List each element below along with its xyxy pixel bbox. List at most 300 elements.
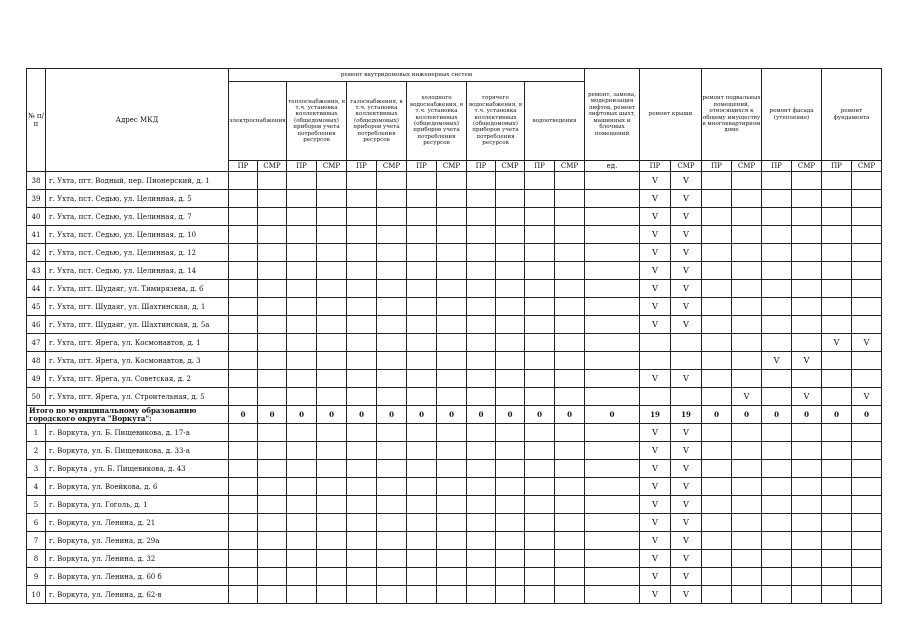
- row-mark-cell: [792, 478, 822, 496]
- row-mark-cell: [822, 280, 852, 298]
- row-mark-cell: [555, 460, 585, 478]
- row-mark-cell: [407, 334, 437, 352]
- row-mark-cell: [287, 424, 317, 442]
- row-mark-cell: [792, 262, 822, 280]
- total-value: 0: [702, 406, 732, 424]
- row-mark-cell: [258, 478, 287, 496]
- row-mark-cell: [525, 334, 555, 352]
- row-mark-cell: [347, 226, 377, 244]
- row-mark-cell: [229, 478, 258, 496]
- row-mark-cell: [792, 316, 822, 334]
- total-value: 0: [762, 406, 792, 424]
- row-mark-cell: [702, 226, 732, 244]
- row-mark-cell: [732, 460, 762, 478]
- row-mark-cell: V: [640, 550, 671, 568]
- row-mark-cell: [467, 208, 496, 226]
- total-value: 0: [555, 406, 585, 424]
- row-mark-cell: [437, 424, 467, 442]
- row-mark-cell: [287, 334, 317, 352]
- row-mark-cell: [437, 262, 467, 280]
- table-row: [27, 190, 882, 208]
- row-mark-cell: [555, 424, 585, 442]
- row-mark-cell: [287, 370, 317, 388]
- total-value: 0: [467, 406, 496, 424]
- row-mark-cell: [702, 568, 732, 586]
- row-mark-cell: V: [640, 172, 671, 190]
- row-mark-cell: [702, 586, 732, 604]
- row-mark-cell: [732, 442, 762, 460]
- row-mark-cell: [317, 244, 347, 262]
- row-number: 3: [27, 460, 46, 478]
- row-mark-cell: V: [671, 370, 702, 388]
- row-mark-cell: [258, 514, 287, 532]
- row-mark-cell: [822, 514, 852, 532]
- row-mark-cell: [732, 190, 762, 208]
- row-mark-cell: [287, 208, 317, 226]
- row-mark-cell: [377, 568, 407, 586]
- row-mark-cell: [467, 316, 496, 334]
- row-mark-cell: [732, 568, 762, 586]
- row-mark-cell: [762, 316, 792, 334]
- row-mark-cell: [437, 568, 467, 586]
- row-mark-cell: [437, 352, 467, 370]
- row-mark-cell: [229, 586, 258, 604]
- table-row: [27, 514, 882, 532]
- row-mark-cell: [407, 424, 437, 442]
- row-mark-cell: [407, 550, 437, 568]
- row-mark-cell: [792, 424, 822, 442]
- row-address: г. Воркута, ул. Ленина, д. 32: [46, 550, 229, 568]
- row-address: г. Ухта, пст. Седью, ул. Целинная, д. 5: [46, 190, 229, 208]
- row-mark-cell: [347, 316, 377, 334]
- row-mark-cell: [317, 460, 347, 478]
- row-mark-cell: [822, 244, 852, 262]
- row-mark-cell: [229, 388, 258, 406]
- row-mark-cell: [496, 424, 525, 442]
- row-mark-cell: [377, 262, 407, 280]
- table-row: [27, 298, 882, 316]
- table-row: [27, 352, 882, 370]
- row-mark-cell: [852, 442, 882, 460]
- row-mark-cell: [407, 442, 437, 460]
- row-mark-cell: V: [640, 568, 671, 586]
- row-mark-cell: [287, 496, 317, 514]
- row-mark-cell: V: [822, 334, 852, 352]
- row-mark-cell: [496, 334, 525, 352]
- row-mark-cell: [496, 514, 525, 532]
- row-mark-cell: [555, 334, 585, 352]
- table-row: [27, 208, 882, 226]
- row-mark-cell: [347, 532, 377, 550]
- row-mark-cell: [852, 550, 882, 568]
- row-mark-cell: [437, 442, 467, 460]
- row-mark-cell: [792, 244, 822, 262]
- row-address: г. Ухта, пст. Седью, ул. Целинная, д. 14: [46, 262, 229, 280]
- row-mark-cell: V: [640, 244, 671, 262]
- row-mark-cell: [347, 172, 377, 190]
- row-mark-cell: [317, 532, 347, 550]
- header-num: № п/п: [27, 69, 46, 172]
- header-heating: теплоснабжения, в т.ч. установка коллективных (общедомовых) приборов учета потребления ресурсов: [287, 82, 347, 161]
- row-mark-cell: [287, 586, 317, 604]
- row-number: 43: [27, 262, 46, 280]
- table-row: [27, 316, 882, 334]
- row-mark-cell: [467, 280, 496, 298]
- row-mark-cell: [377, 442, 407, 460]
- total-label: Итого по муниципальному образованию городского округа "Воркута":: [27, 406, 229, 424]
- row-address: г. Ухта, пгт. Шудаяг, ул. Тимирязева, д. 6: [46, 280, 229, 298]
- row-mark-cell: [317, 478, 347, 496]
- row-mark-cell: [229, 352, 258, 370]
- row-mark-cell: [347, 514, 377, 532]
- row-mark-cell: [525, 514, 555, 532]
- row-number: 5: [27, 496, 46, 514]
- row-mark-cell: [762, 442, 792, 460]
- row-mark-cell: [258, 388, 287, 406]
- row-mark-cell: [467, 262, 496, 280]
- row-mark-cell: [347, 190, 377, 208]
- row-mark-cell: [467, 460, 496, 478]
- row-mark-cell: V: [762, 352, 792, 370]
- row-address: г. Воркута, ул. Б. Пищевикова, д. 17-а: [46, 424, 229, 442]
- total-value: 0: [792, 406, 822, 424]
- row-mark-cell: [437, 280, 467, 298]
- row-mark-cell: [525, 460, 555, 478]
- row-mark-cell: [377, 550, 407, 568]
- row-mark-cell: [407, 280, 437, 298]
- row-mark-cell: [732, 298, 762, 316]
- row-mark-cell: [229, 172, 258, 190]
- row-mark-cell: [467, 532, 496, 550]
- row-mark-cell: [762, 586, 792, 604]
- subheader-pr: ПР: [702, 161, 732, 172]
- row-mark-cell: V: [640, 190, 671, 208]
- row-mark-cell: [317, 568, 347, 586]
- row-mark-cell: [437, 370, 467, 388]
- row-mark-cell: [555, 352, 585, 370]
- subheader-pr: ПР: [762, 161, 792, 172]
- row-mark-cell: [822, 550, 852, 568]
- row-mark-cell: [762, 298, 792, 316]
- row-mark-cell: [229, 334, 258, 352]
- row-mark-cell: [762, 460, 792, 478]
- row-mark-cell: [407, 532, 437, 550]
- header-electricity: электроснабжения: [229, 82, 287, 161]
- row-mark-cell: [467, 586, 496, 604]
- row-mark-cell: [555, 370, 585, 388]
- row-mark-cell: [852, 586, 882, 604]
- row-mark-cell: V: [640, 424, 671, 442]
- row-number: 41: [27, 226, 46, 244]
- row-mark-cell: [317, 298, 347, 316]
- row-mark-cell: [732, 514, 762, 532]
- subheader-smr: СМР: [437, 161, 467, 172]
- row-number: 2: [27, 442, 46, 460]
- row-mark-cell: [852, 244, 882, 262]
- row-number: 42: [27, 244, 46, 262]
- total-value: 0: [317, 406, 347, 424]
- row-mark-cell: [555, 298, 585, 316]
- row-address: г. Ухта, пгт. Ярега, ул. Космонавтов, д. 3: [46, 352, 229, 370]
- row-mark-cell: [852, 280, 882, 298]
- row-mark-cell: V: [640, 586, 671, 604]
- row-mark-cell: [732, 208, 762, 226]
- header-basement: ремонт подвальных помещений, относящихся к общему имуществу в многоквартирном доме: [702, 69, 762, 161]
- row-mark-cell: [496, 208, 525, 226]
- row-mark-cell: [467, 172, 496, 190]
- row-mark-cell: V: [671, 190, 702, 208]
- total-value: 0: [347, 406, 377, 424]
- row-mark-cell: [496, 550, 525, 568]
- row-mark-cell: V: [671, 298, 702, 316]
- row-mark-cell: [555, 586, 585, 604]
- header-elevators: ремонт, замена, модернизация лифтов, ремонт лифтовых шахт, машинных и блочных помещений: [585, 69, 640, 161]
- row-mark-cell: [822, 298, 852, 316]
- row-mark-cell: [229, 532, 258, 550]
- table-row: [27, 478, 882, 496]
- row-mark-cell: [467, 514, 496, 532]
- row-mark-cell: [258, 316, 287, 334]
- row-mark-cell: [852, 208, 882, 226]
- row-mark-cell: [258, 460, 287, 478]
- row-mark-cell: [762, 568, 792, 586]
- row-mark-cell: [822, 208, 852, 226]
- row-mark-cell: [407, 190, 437, 208]
- row-mark-cell: [437, 316, 467, 334]
- row-number: 45: [27, 298, 46, 316]
- subheader-smr: СМР: [258, 161, 287, 172]
- row-mark-cell: [496, 352, 525, 370]
- row-mark-cell: [229, 262, 258, 280]
- row-mark-cell: [671, 388, 702, 406]
- row-number: 39: [27, 190, 46, 208]
- row-mark-cell: [822, 424, 852, 442]
- row-mark-cell: [822, 442, 852, 460]
- row-mark-cell: V: [671, 460, 702, 478]
- row-mark-cell: [467, 424, 496, 442]
- row-mark-cell: [732, 334, 762, 352]
- row-mark-cell: [287, 460, 317, 478]
- row-mark-cell: V: [640, 208, 671, 226]
- row-mark-cell: [762, 388, 792, 406]
- row-mark-cell: [347, 388, 377, 406]
- row-mark-cell: [229, 424, 258, 442]
- row-mark-cell: [287, 550, 317, 568]
- row-mark-cell: [407, 298, 437, 316]
- row-mark-cell: [555, 172, 585, 190]
- row-mark-cell: [437, 496, 467, 514]
- total-value: 0: [407, 406, 437, 424]
- row-mark-cell: [585, 298, 640, 316]
- row-mark-cell: [437, 244, 467, 262]
- row-mark-cell: [347, 370, 377, 388]
- row-mark-cell: [585, 244, 640, 262]
- row-mark-cell: [555, 532, 585, 550]
- row-mark-cell: [792, 226, 822, 244]
- row-mark-cell: V: [640, 442, 671, 460]
- row-mark-cell: [792, 334, 822, 352]
- row-mark-cell: [792, 298, 822, 316]
- subheader-pr: ПР: [822, 161, 852, 172]
- row-mark-cell: [317, 370, 347, 388]
- table-row: [27, 424, 882, 442]
- row-mark-cell: [467, 190, 496, 208]
- row-mark-cell: [762, 478, 792, 496]
- row-mark-cell: [496, 586, 525, 604]
- row-mark-cell: [407, 208, 437, 226]
- row-mark-cell: [702, 316, 732, 334]
- row-mark-cell: [732, 370, 762, 388]
- row-mark-cell: [852, 532, 882, 550]
- total-value: 0: [287, 406, 317, 424]
- row-mark-cell: [437, 460, 467, 478]
- row-mark-cell: [702, 424, 732, 442]
- row-mark-cell: [762, 514, 792, 532]
- row-mark-cell: [555, 226, 585, 244]
- row-mark-cell: [585, 442, 640, 460]
- row-mark-cell: [258, 550, 287, 568]
- row-mark-cell: V: [671, 262, 702, 280]
- row-mark-cell: [287, 388, 317, 406]
- row-mark-cell: [585, 370, 640, 388]
- table-row: [27, 334, 882, 352]
- total-value: 0: [229, 406, 258, 424]
- row-mark-cell: [525, 550, 555, 568]
- row-mark-cell: [377, 388, 407, 406]
- row-mark-cell: [525, 298, 555, 316]
- table-row: [27, 496, 882, 514]
- row-mark-cell: [287, 190, 317, 208]
- row-mark-cell: [287, 298, 317, 316]
- row-mark-cell: [762, 424, 792, 442]
- row-mark-cell: [640, 352, 671, 370]
- row-mark-cell: [585, 550, 640, 568]
- row-mark-cell: [467, 370, 496, 388]
- row-mark-cell: [258, 568, 287, 586]
- row-mark-cell: V: [640, 496, 671, 514]
- row-number: 9: [27, 568, 46, 586]
- row-mark-cell: [377, 496, 407, 514]
- row-mark-cell: [347, 424, 377, 442]
- row-mark-cell: [258, 280, 287, 298]
- row-mark-cell: [702, 460, 732, 478]
- row-mark-cell: [287, 568, 317, 586]
- row-mark-cell: [258, 190, 287, 208]
- row-mark-cell: [467, 226, 496, 244]
- row-mark-cell: [347, 244, 377, 262]
- row-mark-cell: [437, 208, 467, 226]
- row-mark-cell: [258, 586, 287, 604]
- row-mark-cell: V: [671, 424, 702, 442]
- row-mark-cell: [792, 568, 822, 586]
- row-mark-cell: [525, 586, 555, 604]
- row-mark-cell: [585, 460, 640, 478]
- row-mark-cell: V: [640, 514, 671, 532]
- total-value: 19: [671, 406, 702, 424]
- row-mark-cell: [287, 226, 317, 244]
- row-mark-cell: [496, 460, 525, 478]
- row-mark-cell: [377, 334, 407, 352]
- row-mark-cell: V: [671, 226, 702, 244]
- table-row: [27, 460, 882, 478]
- row-mark-cell: [496, 298, 525, 316]
- row-mark-cell: [496, 226, 525, 244]
- row-mark-cell: [792, 442, 822, 460]
- table-row: [27, 280, 882, 298]
- total-value: 0: [496, 406, 525, 424]
- row-mark-cell: [347, 262, 377, 280]
- row-address: г. Ухта, пгт. Ярега, ул. Строительная, д. 5: [46, 388, 229, 406]
- row-mark-cell: V: [640, 226, 671, 244]
- row-mark-cell: [229, 568, 258, 586]
- row-address: г. Ухта, пгт. Ярега, ул. Советская, д. 2: [46, 370, 229, 388]
- row-mark-cell: [437, 226, 467, 244]
- row-mark-cell: [585, 532, 640, 550]
- row-mark-cell: [437, 172, 467, 190]
- row-mark-cell: [822, 568, 852, 586]
- row-mark-cell: [852, 460, 882, 478]
- row-mark-cell: [496, 388, 525, 406]
- repair-plan-sheet: [26, 68, 882, 604]
- row-mark-cell: V: [671, 316, 702, 334]
- row-mark-cell: [852, 478, 882, 496]
- row-mark-cell: [762, 262, 792, 280]
- table-row: [27, 388, 882, 406]
- row-mark-cell: [377, 298, 407, 316]
- row-mark-cell: V: [852, 388, 882, 406]
- total-row: [27, 406, 882, 424]
- row-mark-cell: [585, 514, 640, 532]
- row-mark-cell: [732, 586, 762, 604]
- row-mark-cell: [377, 424, 407, 442]
- row-mark-cell: [437, 478, 467, 496]
- row-address: г. Ухта, пст. Седью, ул. Целинная, д. 10: [46, 226, 229, 244]
- row-mark-cell: [762, 244, 792, 262]
- row-mark-cell: [732, 496, 762, 514]
- row-address: г. Воркута, ул. Ленина, д. 62-в: [46, 586, 229, 604]
- row-mark-cell: [702, 280, 732, 298]
- header-hot-water: горячего водоснабжения, в т.ч. установка коллективных (общедомовых) приборов учета потребления ресурсов: [467, 82, 525, 161]
- row-number: 7: [27, 532, 46, 550]
- total-value: 0: [525, 406, 555, 424]
- row-mark-cell: [822, 478, 852, 496]
- row-mark-cell: [437, 190, 467, 208]
- row-mark-cell: [407, 244, 437, 262]
- row-mark-cell: [525, 226, 555, 244]
- row-mark-cell: V: [671, 442, 702, 460]
- header-gas: газоснабжения, в т.ч. установка коллективных (общедомовых) приборов учета потребления ресурсов: [347, 82, 407, 161]
- row-mark-cell: [258, 262, 287, 280]
- total-value: 0: [585, 406, 640, 424]
- row-mark-cell: [496, 172, 525, 190]
- row-mark-cell: [287, 316, 317, 334]
- row-mark-cell: [437, 388, 467, 406]
- row-mark-cell: [852, 316, 882, 334]
- row-mark-cell: [407, 460, 437, 478]
- row-mark-cell: [407, 568, 437, 586]
- row-mark-cell: [258, 334, 287, 352]
- row-mark-cell: [287, 244, 317, 262]
- row-mark-cell: [347, 550, 377, 568]
- row-mark-cell: [407, 226, 437, 244]
- row-mark-cell: [496, 496, 525, 514]
- row-mark-cell: [229, 550, 258, 568]
- row-mark-cell: [732, 316, 762, 334]
- row-mark-cell: [702, 388, 732, 406]
- row-mark-cell: [407, 262, 437, 280]
- row-mark-cell: [407, 172, 437, 190]
- row-mark-cell: [377, 352, 407, 370]
